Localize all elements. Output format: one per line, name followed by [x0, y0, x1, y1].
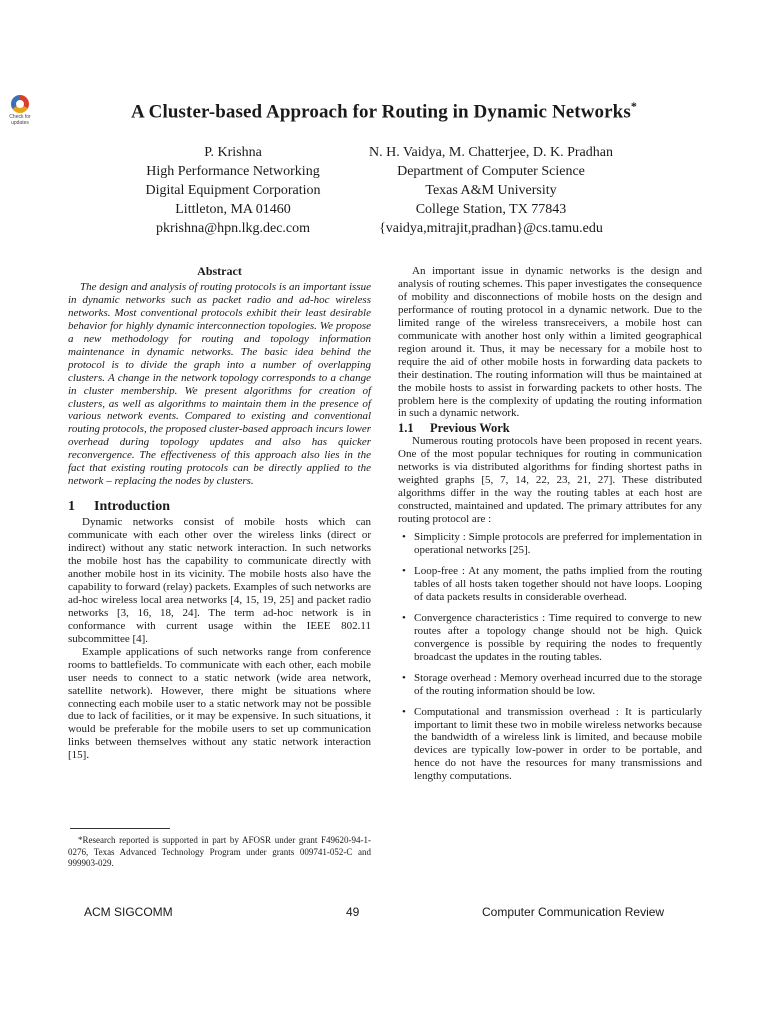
footnote — [68, 828, 371, 870]
right-paragraph-1: An important issue in dynamic networks is the design and analysis of routing schemes. This paper investigates the consequence of mobility and disconnections of mobile hosts on the design and performance of routing protocol in a dynamic network. Due to the limited range of the wireless transreceivers, a mobile host can communicate with another host only within a limited geographical region around it. Thus, it may be necessary for a mobile host to require the aid of other mobile hosts in forwarding data packets to their destination. The routing information will thus be maintained at the mobile hosts to assist in forwarding packets to other hosts. The problem here is the complexity of updating the routing information in such a dynamic network. — [398, 265, 702, 420]
list-item — [398, 672, 702, 698]
paper-title — [0, 99, 768, 123]
author-emails: {vaidya,mitrajit,pradhan}@cs.tamu.edu — [379, 221, 603, 236]
footnote-rule — [70, 828, 170, 829]
section-number: 1 — [68, 499, 75, 515]
author-name: P. Krishna — [204, 145, 262, 160]
right-column — [398, 265, 702, 791]
bullet-icon: • — [402, 531, 406, 544]
title-text: A Cluster-based Approach for Routing in Dynamic Networks — [131, 101, 631, 123]
author-address: College Station, TX 77843 — [415, 202, 567, 217]
page-number: 49 — [346, 905, 360, 919]
author-department: Department of Computer Science — [397, 164, 585, 179]
title-footnote-mark: * — [630, 99, 637, 113]
footnote-text: *Research reported is supported in part by AFOSR under grant F49620-94-1-0276, Texas Advanced Technology Program under grants 009741-052-C and 999903-029. — [68, 835, 371, 868]
list-item — [398, 531, 702, 557]
bullet-icon: • — [402, 671, 406, 684]
author-names: N. H. Vaidya, M. Chatterjee, D. K. Pradhan — [369, 145, 613, 160]
abstract-text: The design and analysis of routing protocols is an important issue in dynamic networks such as packet radio and ad-hoc wireless networks. Most conventional protocols exhibit their least desirable behavior for highly dynamic interconnection topologies. We propose a new methodology for routing and topology information maintenance in dynamic networks. The basic idea behind the protocol is to divide the graph into a number of overlapping clusters. A change in the network topology corresponds to a change in cluster membership. We present algorithms for creation of clusters, as well as algorithms to maintain them in the presence of various network events. Compared to existing and conventional routing protocols, the proposed cluster-based approach incurs lower overhead during topology updates and also has quicker reconvergence. The effectiveness of this approach also lies in the fact that existing routing protocols can be directly applied to the network – replacing the nodes by clusters. — [68, 280, 371, 488]
author-address: Littleton, MA 01460 — [175, 202, 291, 217]
abstract-heading: Abstract — [197, 264, 242, 278]
intro-paragraph-2: Example applications of such networks range from conference rooms to battlefields. To communicate with each other, each mobile user needs to connect to a static network (wide area network, satellite network). However, there might be situations where connecting each mobile user to a static network may not be possible due to lack of facilities, or it may be expensive. In such situations, it would be preferable for the mobile users to set up communication links between themselves without any static network interaction [15]. — [68, 645, 371, 762]
subsection-number: 1.1 — [398, 421, 414, 436]
list-item-text: Storage overhead : Memory overhead incurred due to the storage of the routing information should be low. — [414, 671, 702, 697]
section-heading-introduction — [68, 501, 371, 514]
list-item — [398, 565, 702, 604]
footer-venue: ACM SIGCOMM — [84, 905, 173, 919]
list-item-text: Loop-free : At any moment, the paths implied from the routing tables of all hosts taken together should not have loops. Looping of data packets results in considerable overhead. — [414, 564, 702, 603]
list-item-text: Computational and transmission overhead : It is particularly important to limit these two in mobile wireless networks because the bandwidth of a wireless link is limited, and because mobile devices are typically low-power in order to be portable, and hence do not have the resources for many transmissions and lengthy computations. — [414, 705, 702, 783]
author-email: pkrishna@hpn.lkg.dec.com — [155, 221, 311, 236]
bullet-icon: • — [402, 564, 406, 577]
right-paragraph-2: Numerous routing protocols have been proposed in recent years. One of the most popular techniques for routing in communication networks is via distributed algorithms for finding shortest paths in weighted graphs [5, 7, 14, 22, 23, 21, 27]. These distributed algorithms differ in the way the routing tables at each host are constructed, maintained and updated. The primary attributes for any routing protocol are : — [398, 435, 702, 526]
subsection-heading-previous-work — [398, 422, 702, 435]
left-column — [68, 265, 371, 762]
list-item — [398, 612, 702, 664]
subsection-title: Previous Work — [430, 421, 510, 436]
author-block-right — [345, 143, 637, 238]
footer-journal: Computer Communication Review — [482, 905, 665, 919]
attributes-list — [398, 531, 702, 783]
badge-label: Check for updates — [9, 114, 31, 126]
bullet-icon: • — [402, 611, 406, 624]
list-item-text: Convergence characteristics : Time required to converge to new routes after a topology change should not be high. Quick convergence is possible by requiring the nodes to frequently broadcast the updates in the routing tables. — [414, 611, 702, 663]
author-organization: Digital Equipment Corporation — [145, 183, 321, 198]
author-university: Texas A&M University — [425, 183, 557, 198]
list-item-text: Simplicity : Simple protocols are preferred for implementation in operational networks [25]. — [414, 531, 702, 557]
bullet-icon: • — [402, 705, 406, 718]
intro-paragraph-1: Dynamic networks consist of mobile hosts which can communicate with each other over the wireless links (direct or indirect) without any static network interaction. In such networks the mobile host has the capability to communicate directly with another mobile host in its vicinity. The mobile hosts also have the capability to forward (relay) packets. Examples of such networks are ad-hoc wireless local area networks [4, 15, 19, 25] and packet radio networks [3, 16, 18, 24]. The term ad-hoc network is in conformance with current usage within the IEEE 802.11 subcommittee [4]. — [68, 516, 371, 645]
author-block-left — [119, 143, 347, 238]
section-title: Introduction — [94, 499, 170, 515]
author-affiliation: High Performance Networking — [146, 164, 320, 179]
list-item — [398, 706, 702, 784]
